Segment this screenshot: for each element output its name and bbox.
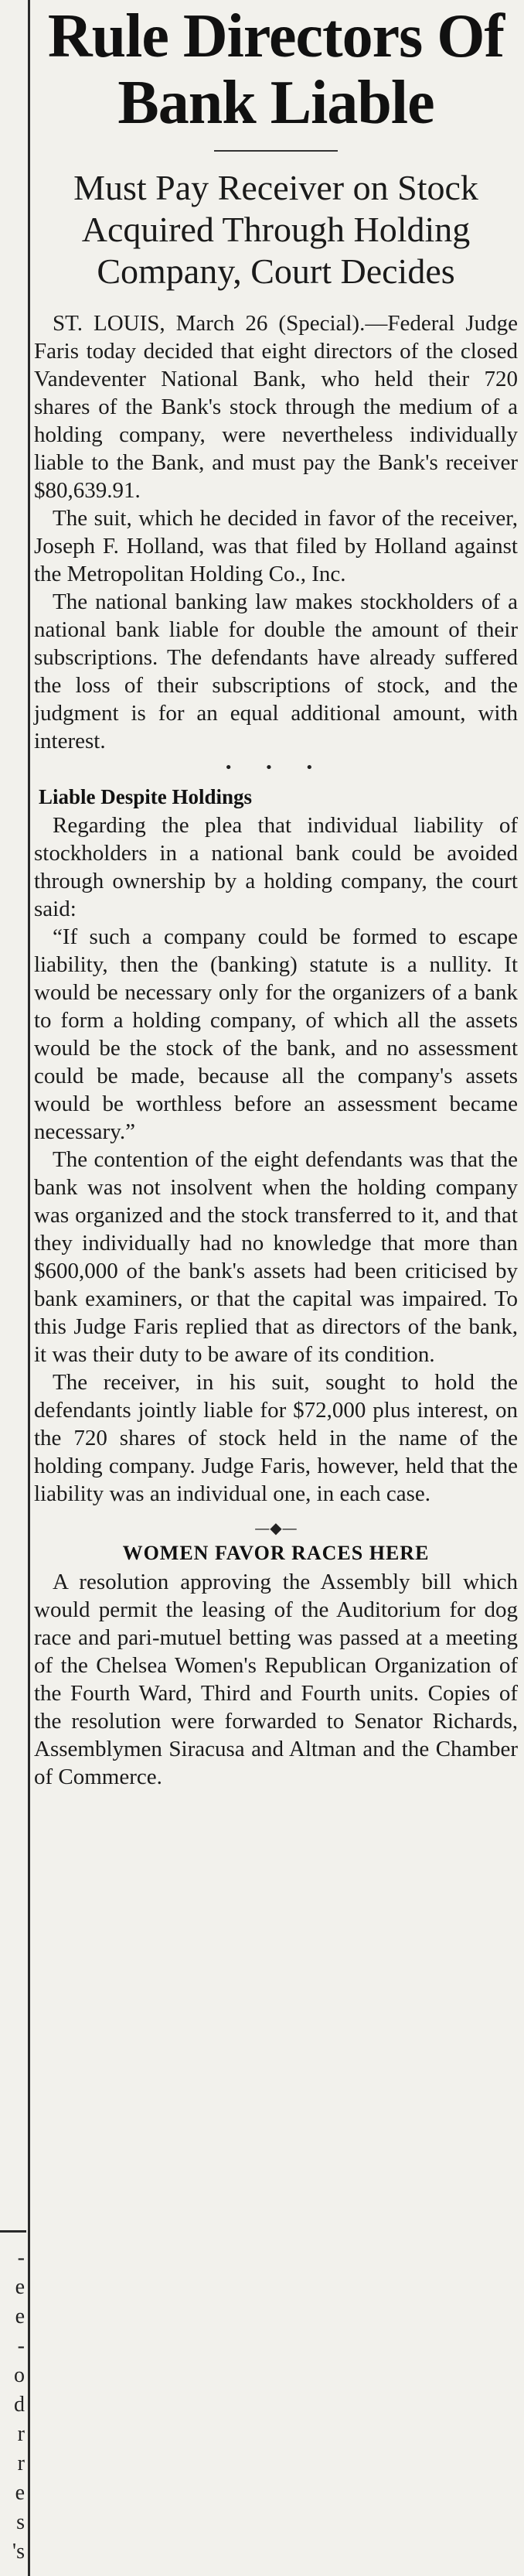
article-divider: —◆— xyxy=(254,1519,298,1537)
fragment-text: e xyxy=(15,2304,25,2328)
column-divider xyxy=(28,0,30,2576)
paragraph: The contention of the eight defendants was that the bank was not insolvent when the holding company was organized and the stock transferred to it, and that they individually had no knowledge that more than $600,000 of the bank's assets had been criticised by bank examiners, or that the capital was impaired. To this Judge Faris replied that as directors of the bank, it was their duty to be aware of its condition. xyxy=(34,1147,518,1367)
article-column xyxy=(34,0,518,1791)
adjacent-column-fragments xyxy=(0,0,28,2576)
paragraph: ST. LOUIS, March 26 (Special).—Federal Judge Faris today decided that eight directors of the closed Vandeventer National Bank, who held their 720 shares of the Bank's stock through the medium of a holding company, were nevertheless individually liable to the Bank, and must pay the Bank's receiver $80,639.91. xyxy=(34,311,518,503)
fragment-text: r xyxy=(17,2422,25,2446)
fragment-text: o xyxy=(14,2363,25,2387)
article-body xyxy=(34,309,518,1791)
headline: Rule Directors Of Bank Liable xyxy=(47,2,505,137)
paragraph: The receiver, in his suit, sought to hold the defendants jointly liable for $72,000 plus interest, on the 720 shares of stock held in the name of the holding company. Judge Faris, however, held that the liability was an individual one, in each case. xyxy=(34,1370,518,1506)
fragment-text: e xyxy=(15,2481,25,2505)
column-divider-horizontal xyxy=(0,2230,26,2233)
fragment-text: - xyxy=(17,2334,25,2358)
fragment-text: s xyxy=(16,2510,25,2534)
paragraph: The national banking law makes stockholders of a national bank liable for double the amount of their subscriptions. The defendants have already suffered the loss of their subscriptions of stock, and the judgment is for an equal additional amount, with interest. xyxy=(34,589,518,753)
headline-rule xyxy=(214,150,338,152)
paragraph: The suit, which he decided in favor of the receiver, Joseph F. Holland, was that filed by Holland against the Metropolitan Holding Co., Inc. xyxy=(34,506,518,586)
second-headline: WOMEN FAVOR RACES HERE xyxy=(122,1542,430,1564)
deck-headline: Must Pay Receiver on Stock Acquired Through Holding Company, Court Decides xyxy=(73,168,478,291)
section-separator: • • • xyxy=(224,760,328,776)
fragment-text: 's xyxy=(12,2540,25,2564)
fragment-text: e xyxy=(15,2275,25,2299)
fragment-text: - xyxy=(17,2246,25,2270)
paragraph: Regarding the plea that individual liability of stockholders in a national bank could be avoided through ownership by a holding company, the court said: xyxy=(34,813,518,921)
subhead: Liable Despite Holdings xyxy=(39,785,253,808)
fragment-text: r xyxy=(17,2451,25,2475)
paragraph: “If such a company could be formed to escape liability, then the (banking) statute is a nullity. It would be necessary only for the organizers of a bank to form a holding company, of which all the assets would be the stock of the bank, and no assessment could be made, because all the company's assets would be worthless before an assessment became necessary.” xyxy=(34,924,518,1144)
paragraph: A resolution approving the Assembly bill which would permit the leasing of the Auditorium for dog race and pari-mutuel betting was passed at a meeting of the Chelsea Women's Republican Organization of the Fourth Ward, Third and Fourth units. Copies of the resolution were forwarded to Senator Richards, Assemblymen Siracusa and Altman and the Chamber of Commerce. xyxy=(34,1570,518,1789)
fragment-text: d xyxy=(14,2393,25,2417)
